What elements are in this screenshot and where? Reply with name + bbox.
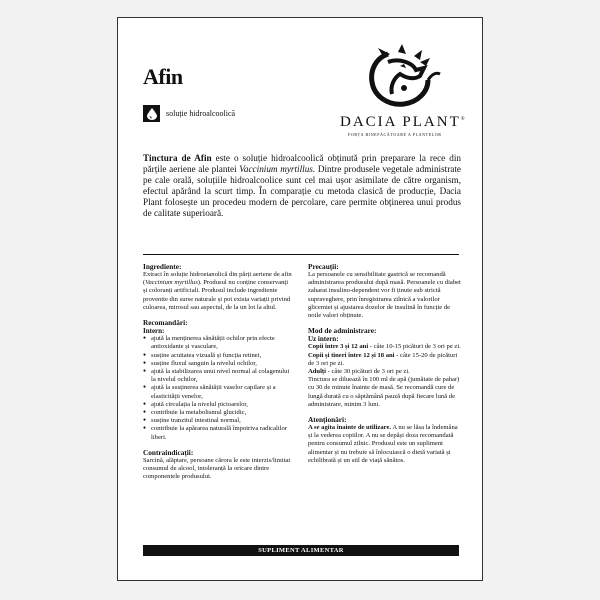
mod-administrare-subheading: Uz intern: — [308, 335, 339, 344]
brand-name: DACIA PLANT® — [340, 114, 465, 130]
product-title: Afin — [143, 64, 183, 89]
drop-icon — [143, 105, 160, 122]
product-type — [143, 105, 235, 122]
precautii-heading: Precauții: — [308, 262, 339, 271]
intro-lead: Tinctura de Afin — [143, 153, 212, 163]
recomandari-heading: Recomandări: — [143, 318, 188, 328]
left-column — [143, 262, 293, 481]
intro-latin-name: Vaccinium myrtillus. — [239, 164, 316, 174]
list-item: ● ajută circulația la nivelul picioarelor, — [143, 401, 293, 409]
dose-teens: Copii și tineri între 12 și 18 ani - câte 15-20 de picături de 3 ori pe zi. — [308, 351, 458, 367]
precautii-text: La persoanele cu sensibilitate gastrică se recomandă administrarea produsului după masă. Persoanele cu diabet zaharat insulino-dependent vor fi ținute sub strictă supraveghere, prin înregistrarea zilnică a valorilor glicemiei și ajustarea dozelor de insulină în funcție de noile valori obținute. — [308, 271, 461, 320]
ingrediente-text: Extract în soluție hidroetanolică din părți aeriene de afin (Vaccinium myrtillus). Produsul nu conține conservanți și coloranți artificiali. Produsul include ingrediente provenite din surse naturale și pot exista variații privind culoarea, mirosul sau aspectul, de la un lot la altul. — [143, 271, 292, 311]
mod-administrare-heading: Mod de administrare: — [308, 326, 377, 336]
list-item: ● susține tranzitul intestinal normal, — [143, 417, 293, 425]
product-type-label: soluție hidroalcoolică — [166, 109, 236, 118]
product-leaflet — [117, 17, 483, 581]
list-item: ● contribuie la metabolismul glucidic, — [143, 409, 293, 417]
contraindicatii-text: Sarcină, alăptare, persoane cărora le este interzis/limitat consumul de alcool, intoleranță la oricare dintre componentele produsului. — [143, 456, 291, 481]
list-item: ● susține fluxul sanguin la nivelul ochilor, — [143, 360, 293, 368]
contraindicatii-heading: Contraindicații: — [143, 447, 194, 457]
ingrediente-heading: Ingrediente: — [143, 262, 182, 271]
right-column — [308, 262, 462, 465]
list-item: ● contribuie la apărarea naturală împotriva radicalilor liberi. — [143, 425, 293, 441]
recomandari-subheading: Intern: — [143, 327, 165, 336]
dose-adults: Adulți - câte 30 picături de 3 ori pe zi. — [308, 368, 410, 376]
list-item: ● ajută la stabilizarea unui nivel normal al colagenului la nivelul ochilor, — [143, 368, 293, 384]
dose-children: Copii între 3 și 12 ani - câte 10-15 picături de 3 ori pe zi. — [308, 343, 461, 351]
recomandari-list — [143, 335, 293, 442]
list-item: ● ajută la menținerea sănătății ochilor prin efecte antioxidante și vasculare, — [143, 335, 293, 351]
list-item: ● susține acuitatea vizuală și funcția retinei, — [143, 352, 293, 360]
atentionari-heading: Atenționări: — [308, 415, 347, 425]
atentionari-text: A se agita înainte de utilizare. A nu se lăsa la îndemâna și la vederea copiilor. A nu se depăși doza recomandată pentru consumul zilnic. Produsul este un supliment alimentar și nu trebuie să înlocuiască o dietă variată și echilibrată și un stil de viață sănătos. — [308, 424, 458, 464]
registered-mark: ® — [460, 117, 465, 122]
mod-administrare-text: Tinctura se diluează în 100 ml de apă (jumătate de pahar) cu 30 de minute înainte de masă. Se recomandă cure de lungă durată cu o săptămână pauză după fiecare lună de administrare, minim 3 luni. — [308, 376, 460, 408]
wolf-dragon-logo-icon — [358, 44, 448, 114]
section-divider — [143, 254, 459, 255]
list-item: ● ajută la susținerea sănătății vaselor capilare și a elasticității venelor, — [143, 384, 293, 400]
brand-tagline: FORȚA BINEFĂCĂTOARE A PLANTELOR — [348, 132, 442, 137]
supplement-footer-bar: SUPLIMENT ALIMENTAR — [143, 545, 459, 556]
intro-paragraph: Tinctura de Afin este o soluție hidroalcoolică obținută prin preparare la rece din părțile aeriene ale plantei Vaccinium myrtillus. Dintre produsele vegetale administrate pe cale orală, soluțiile hidroalcoolice sunt cel mai ușor asimilate de către organism, efectul apărând la scurt timp. În comparație cu metoda clasică de producție, Dacia Plant folosește un procedeu modern de percolare, care permite obținerea unui produs de calitate superioară. — [143, 153, 461, 218]
